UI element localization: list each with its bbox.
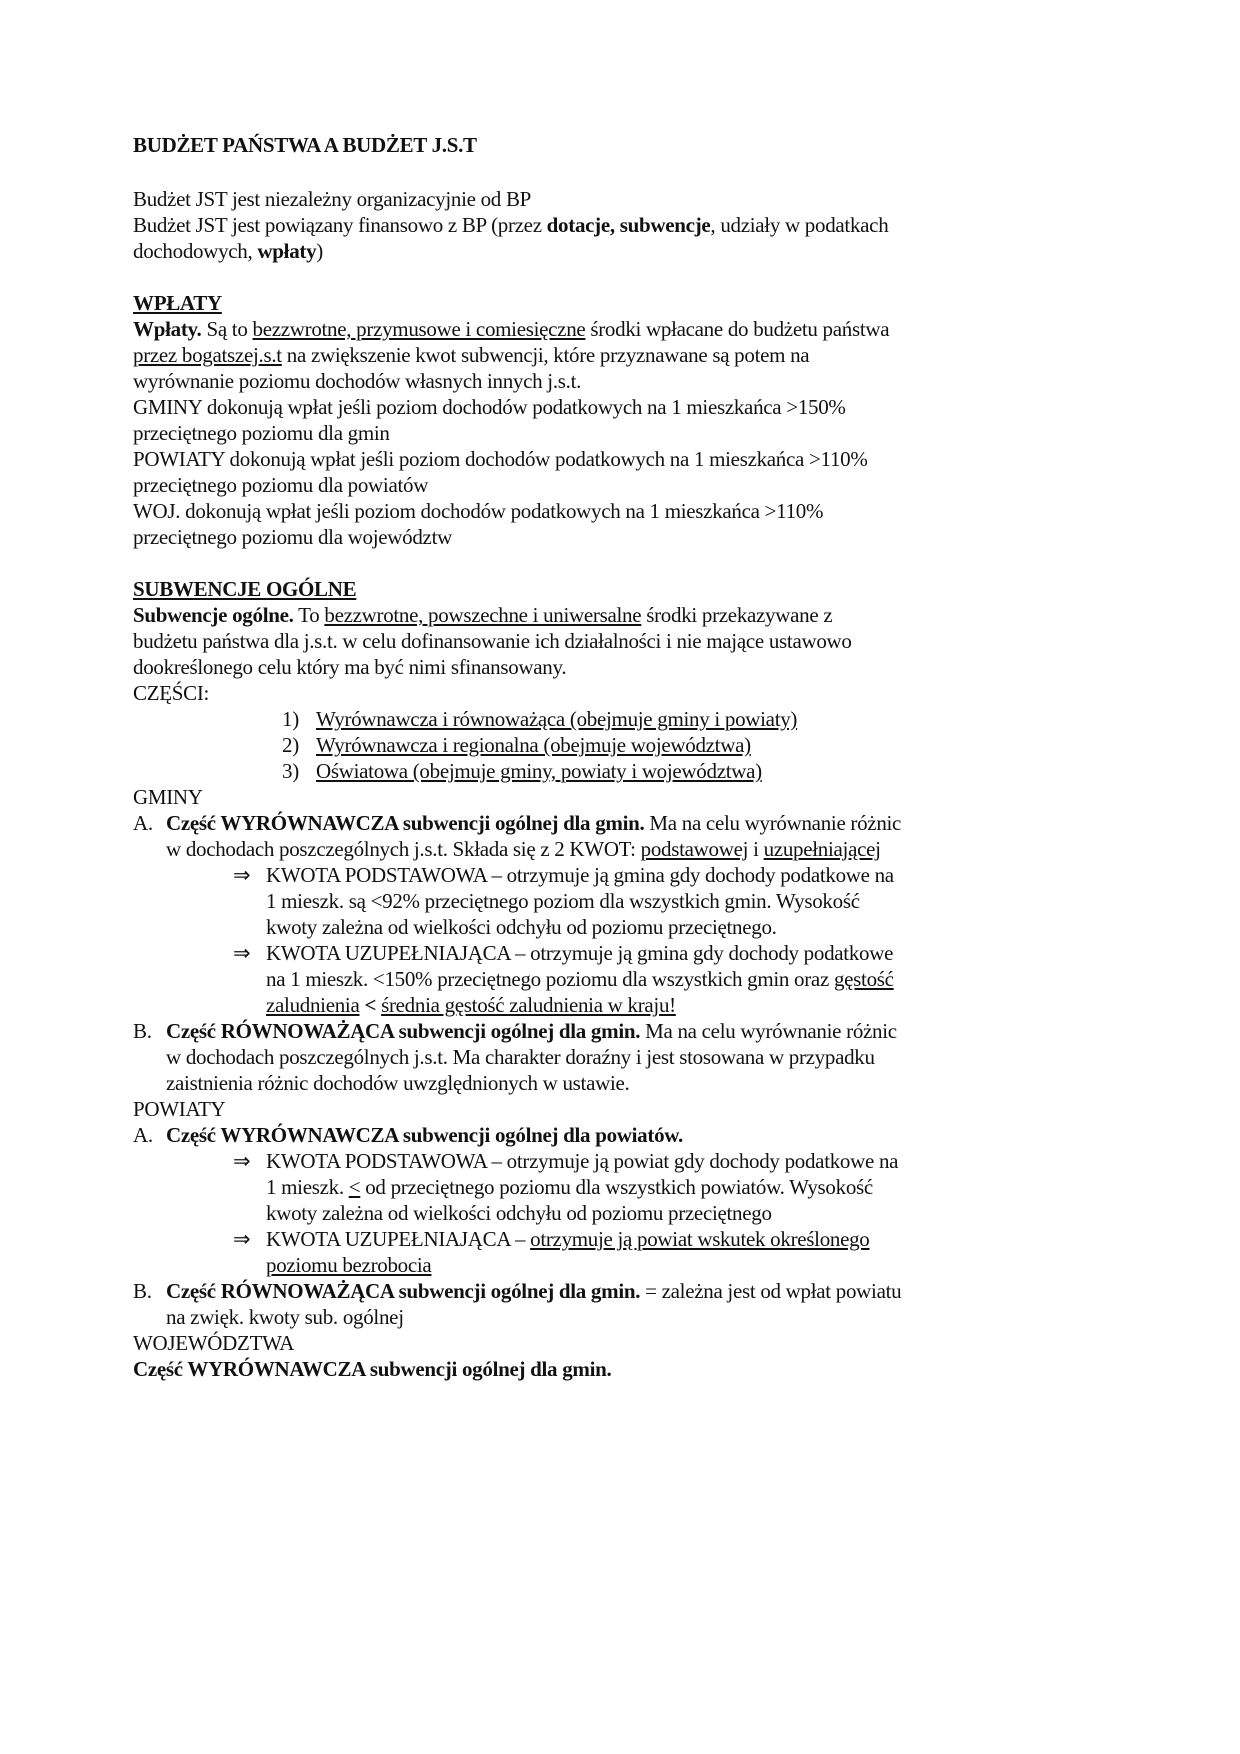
intro-line (133, 212, 1093, 238)
item-line: zaistnienia różnic dochodów uwzględnionych w ustawie. (166, 1071, 630, 1095)
item-line: Część WYRÓWNAWCZA subwencji ogólnej dla powiatów. (166, 1123, 683, 1147)
definition-term: Subwencje ogólne. (133, 603, 294, 627)
text-span: Są to (201, 317, 253, 341)
item-body (266, 862, 1093, 940)
underlined-span: < (348, 1175, 361, 1199)
subsection-heading-wojewodztwa: WOJEWÓDZTWA (133, 1331, 295, 1355)
item-line (266, 966, 1093, 992)
intro-line: Budżet JST jest niezależny organizacyjnie od BP (133, 187, 532, 211)
subsection-heading-gminy: GMINY (133, 785, 203, 809)
definition-line (133, 342, 1093, 368)
wplaty-section (133, 316, 1093, 550)
list-item-text: Wyrównawcza i regionalna (obejmuje województwa) (316, 733, 751, 757)
item-line: 1 mieszk. są <92% przeciętnego poziom dla wszystkich gmin. Wysokość (266, 889, 860, 913)
subwencje-section (133, 602, 1093, 784)
underlined-span: bezzwrotne, powszechne i uniwersalne (324, 603, 642, 627)
list-item-text: Wyrównawcza i równoważąca (obejmuje gminy i powiaty) (316, 707, 798, 731)
underlined-span: zaludnienia (266, 993, 360, 1017)
underlined-span: poziomu bezrobocia (266, 1253, 432, 1277)
text-span: 1 mieszk. (266, 1175, 349, 1199)
item-line: KWOTA UZUPEŁNIAJĄCA – otrzymuje ją gmina gdy dochody podatkowe (266, 941, 894, 965)
text-span: od przeciętnego poziomu dla wszystkich powiatów. Wysokość (360, 1175, 873, 1199)
underlined-span: bezzwrotne, przymusowe i comiesięczne (252, 317, 586, 341)
item-line: kwoty zależna od wielkości odchyłu od poziomu przeciętnego. (266, 915, 777, 939)
kwota-uzupelniajaca-item (233, 940, 1093, 1018)
text-span: i (748, 837, 764, 861)
definition-term: Wpłaty. (133, 317, 202, 341)
item-line (266, 1226, 1093, 1252)
text-span: na zwiększenie kwot subwencji, które przyznawane są potem na (281, 343, 810, 367)
text-span: KWOTA UZUPEŁNIAJĄCA – (266, 1227, 531, 1251)
list-item (282, 706, 1093, 732)
item-body (166, 1278, 1093, 1330)
text-span: Ma na celu wyrównanie różnic (640, 1019, 897, 1043)
item-label: B. (133, 1019, 152, 1043)
powiaty-part-a (133, 1122, 1093, 1148)
list-number: 2) (282, 733, 299, 757)
bold-span: wpłaty (257, 239, 317, 263)
subsection-heading-powiaty: POWIATY (133, 1097, 226, 1121)
implies-arrow-icon: ⇒ (233, 863, 251, 887)
text-span: w dochodach poszczególnych j.s.t. Składa się z 2 KWOT: (166, 837, 641, 861)
definition-line: dookreślonego celu który ma być nimi sfinansowany. (133, 655, 567, 679)
bold-span: dotacje, subwencje (546, 213, 711, 237)
item-line (166, 1018, 1093, 1044)
implies-arrow-icon: ⇒ (233, 941, 251, 965)
list-number: 3) (282, 759, 299, 783)
bold-span: Część RÓWNOWAŻĄCA subwencji ogólnej dla gmin. (166, 1279, 641, 1303)
item-line: KWOTA PODSTAWOWA – otrzymuje ją powiat gdy dochody podatkowe na (266, 1149, 899, 1173)
definition-line: wyrównanie poziomu dochodów własnych innych j.s.t. (133, 369, 582, 393)
bold-span: < (359, 993, 382, 1017)
item-body (166, 1018, 1093, 1096)
underlined-span: otrzymuje ją powiat wskutek określonego (530, 1227, 870, 1251)
text-span: Budżet JST jest powiązany finansowo z BP (przez (133, 213, 547, 237)
czesci-label: CZĘŚCI: (133, 681, 210, 705)
underlined-span: średnia gęstość zaludnienia w kraju! (381, 993, 676, 1017)
item-line: w dochodach poszczególnych j.s.t. Ma charakter doraźny i jest stosowana w przypadku (166, 1045, 875, 1069)
section-heading-subwencje: SUBWENCJE OGÓLNE (133, 577, 357, 601)
text-span: Ma na celu wyrównanie różnic (644, 811, 902, 835)
woj-rule-line: WOJ. dokonują wpłat jeśli poziom dochodów podatkowych na 1 mieszkańca >110% (133, 499, 824, 523)
underlined-span: podstawowej (640, 837, 749, 861)
czesci-list (282, 706, 1093, 784)
item-label: A. (133, 1123, 153, 1147)
item-body (166, 810, 1093, 862)
section-heading-wplaty: WPŁATY (133, 291, 222, 315)
text-span: , udziały w podatkach (710, 213, 889, 237)
definition-line (133, 602, 1093, 628)
text-span: = zależna jest od wpłat powiatu (640, 1279, 902, 1303)
kwota-podstawowa-item (233, 862, 1093, 940)
intro-paragraph (133, 186, 1093, 264)
list-item-text: Oświatowa (obejmuje gminy, powiaty i województwa) (316, 759, 762, 783)
document-title: BUDŻET PAŃSTWA A BUDŻET J.S.T (133, 133, 477, 157)
item-line (266, 1252, 1093, 1278)
item-line: kwoty zależna od wielkości odchyłu od poziomu przeciętnego (266, 1201, 772, 1225)
powiaty-part-b (133, 1278, 1093, 1330)
text-span: dochodowych, (133, 239, 258, 263)
item-body (166, 1122, 1093, 1148)
list-number: 1) (282, 707, 299, 731)
item-line (166, 1278, 1093, 1304)
powiaty-rule-line: przeciętnego poziomu dla powiatów (133, 473, 429, 497)
gminy-rule-line: przeciętnego poziomu dla gmin (133, 421, 390, 445)
underlined-span: uzupełniającej (763, 837, 881, 861)
item-line: na zwięk. kwoty sub. ogólnej (166, 1305, 404, 1329)
text-span: środki wpłacane do budżetu państwa (585, 317, 890, 341)
text-span: To (293, 603, 325, 627)
kwota-uzupelniajaca-item (233, 1226, 1093, 1278)
text-span: ) (316, 239, 323, 263)
intro-line (133, 238, 1093, 264)
item-body (266, 1226, 1093, 1278)
powiaty-rule-line: POWIATY dokonują wpłat jeśli poziom dochodów podatkowych na 1 mieszkańca >110% (133, 447, 868, 471)
woj-rule-line: przeciętnego poziomu dla województw (133, 525, 452, 549)
item-line (266, 992, 1093, 1018)
bold-span: Część WYRÓWNAWCZA subwencji ogólnej dla gmin. (166, 811, 645, 835)
text-span: na 1 mieszk. <150% przeciętnego poziomu dla wszystkich gmin oraz (266, 967, 834, 991)
definition-line (133, 316, 1093, 342)
item-line (166, 810, 1093, 836)
item-body (266, 1148, 1093, 1226)
item-label: A. (133, 811, 153, 835)
item-label: B. (133, 1279, 152, 1303)
definition-line: budżetu państwa dla j.s.t. w celu dofinansowanie ich działalności i nie mające ustawowo (133, 629, 852, 653)
kwota-podstawowa-item (233, 1148, 1093, 1226)
bold-span: Część RÓWNOWAŻĄCA subwencji ogólnej dla gmin. (166, 1019, 641, 1043)
item-body (266, 940, 1093, 1018)
underlined-span: przez bogatszej.s.t (133, 343, 282, 367)
gminy-part-b (133, 1018, 1093, 1096)
list-item (282, 758, 1093, 784)
item-line (266, 1174, 1093, 1200)
underlined-span: gęstość (833, 967, 894, 991)
gminy-part-a (133, 810, 1093, 862)
wojewodztwa-part: Część WYRÓWNAWCZA subwencji ogólnej dla gmin. (133, 1357, 612, 1381)
implies-arrow-icon: ⇒ (233, 1227, 251, 1251)
list-item (282, 732, 1093, 758)
item-line: KWOTA PODSTAWOWA – otrzymuje ją gmina gdy dochody podatkowe na (266, 863, 894, 887)
document-page (133, 130, 1093, 1382)
implies-arrow-icon: ⇒ (233, 1149, 251, 1173)
item-line (166, 836, 1093, 862)
gminy-rule-line: GMINY dokonują wpłat jeśli poziom dochodów podatkowych na 1 mieszkańca >150% (133, 395, 846, 419)
text-span: środki przekazywane z (641, 603, 833, 627)
